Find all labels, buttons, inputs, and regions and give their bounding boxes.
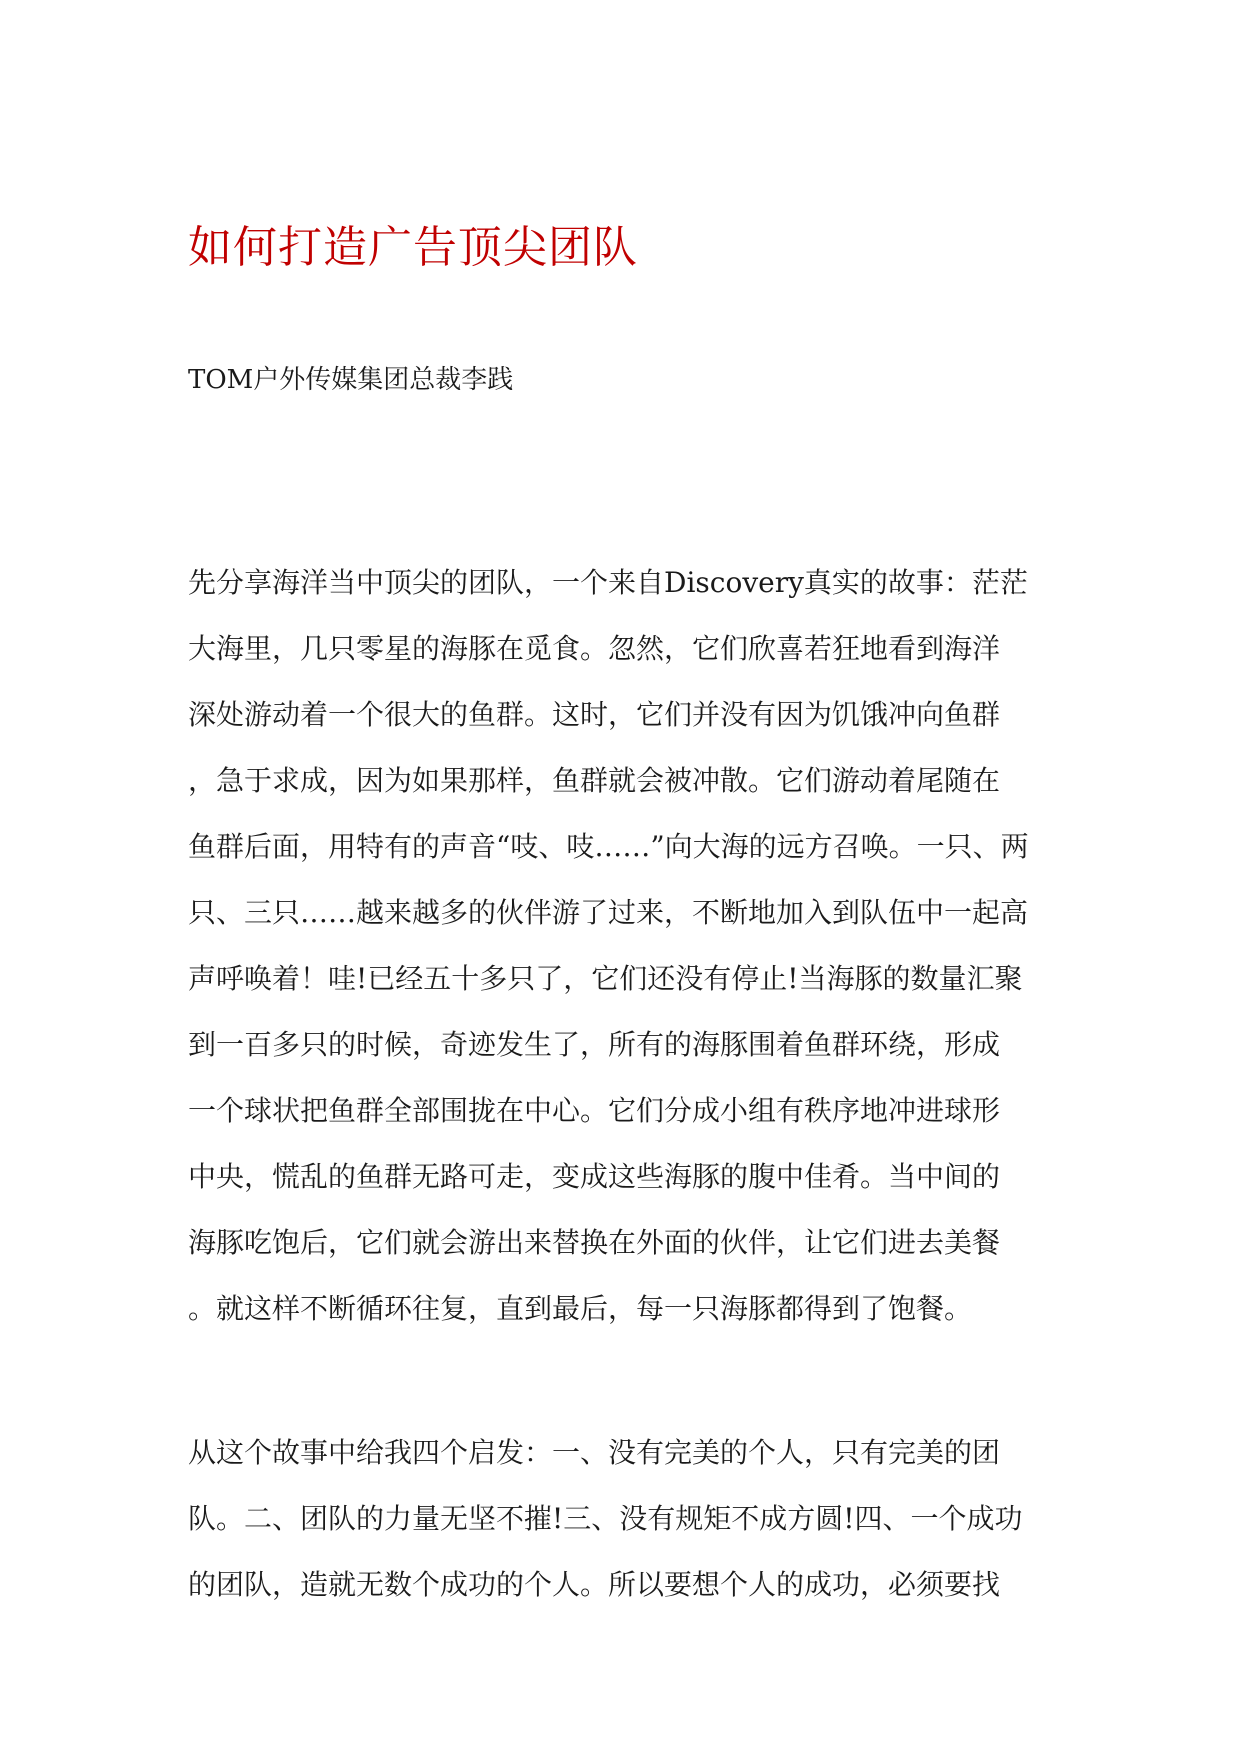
text-line: 声呼唤着！哇!已经五十多只了，它们还没有停止!当海豚的数量汇聚 — [188, 962, 1023, 995]
text-line: 中央，慌乱的鱼群无路可走，变成这些海豚的腹中佳肴。当中间的 — [188, 1160, 1001, 1193]
text-line: 海豚吃饱后，它们就会游出来替换在外面的伙伴，让它们进去美餐 — [188, 1226, 1001, 1259]
story-paragraph — [188, 550, 1029, 1342]
text-line: ，急于求成，因为如果那样，鱼群就会被冲散。它们游动着尾随在 — [188, 764, 1001, 797]
text-line: 的团队，造就无数个成功的个人。所以要想个人的成功，必须要找 — [188, 1568, 1001, 1601]
text-line: 鱼群后面，用特有的声音“吱、吱……”向大海的远方召唤。一只、两 — [188, 830, 1029, 863]
text-line: 队。二、团队的力量无坚不摧!三、没有规矩不成方圆!四、一个成功 — [188, 1502, 1023, 1535]
text-line: 先分享海洋当中顶尖的团队，一个来自Discovery真实的故事：茫茫 — [188, 566, 1028, 599]
document-title: 如何打造广告顶尖团队 — [188, 222, 638, 273]
text-line: 从这个故事中给我四个启发：一、没有完美的个人，只有完美的团 — [188, 1436, 1001, 1469]
text-line: 深处游动着一个很大的鱼群。这时，它们并没有因为饥饿冲向鱼群 — [188, 698, 1001, 731]
text-line: 只、三只……越来越多的伙伴游了过来，不断地加入到队伍中一起高 — [188, 896, 1029, 929]
text-line: 一个球状把鱼群全部围拢在中心。它们分成小组有秩序地冲进球形 — [188, 1094, 1001, 1127]
text-line: 大海里，几只零星的海豚在觅食。忽然，它们欣喜若狂地看到海洋 — [188, 632, 1001, 665]
document-author: TOM户外传媒集团总裁李践 — [188, 365, 514, 395]
text-line: 。就这样不断循环往复，直到最后，每一只海豚都得到了饱餐。 — [188, 1292, 973, 1325]
text-line: 到一百多只的时候，奇迹发生了，所有的海豚围着鱼群环绕，形成 — [188, 1028, 1001, 1061]
lessons-paragraph — [188, 1420, 1023, 1618]
